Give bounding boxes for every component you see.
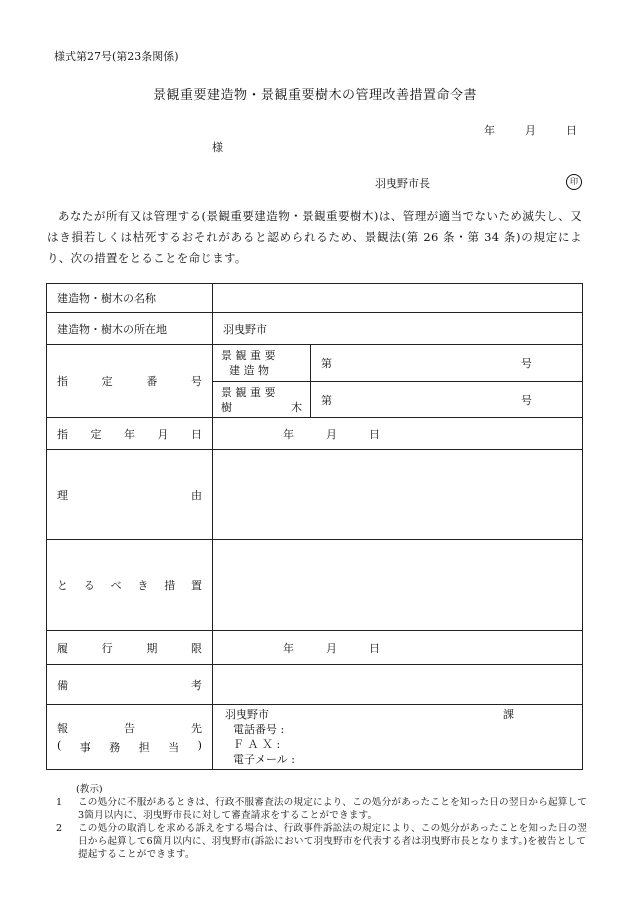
issuer-name: 羽曳野市長 [375,177,430,190]
measures-value [213,540,583,631]
location-label: 建造物・樹木の所在地 [47,313,213,345]
measures-label: と る べ き 措 置 [47,540,213,631]
order-details-table [46,283,583,770]
name-value [213,284,583,313]
table-row [47,313,583,345]
table-row [47,665,583,705]
report-to-label: 報 告 先 ( 事 務 担 当 ) [47,705,213,770]
issue-date [484,122,577,138]
list-item: 1 この処分に不服があるときは、行政不服審査法の規定により、この処分があったことを知った日の翌日から起算して3箇月以内に、羽曳野市長に対して審査請求をすることができます。 [56,797,588,821]
table-row [47,705,583,770]
designated-date-label: 指 定 年 月 日 [47,418,213,450]
form-number: 様式第27号(第23条関係) [54,50,179,63]
day-label: 日 [566,124,577,137]
remarks-label: 備 考 [47,665,213,705]
building-number: 第 号 [311,345,583,382]
tree-number: 第 号 [311,382,583,418]
deadline-value: 年 月 日 [213,631,583,665]
name-label: 建造物・樹木の名称 [47,284,213,313]
designated-date-value: 年 月 日 [213,418,583,450]
table-row [47,540,583,631]
contact-section: 課 [503,708,514,721]
report-to-contact [213,705,583,770]
table-row [47,284,583,313]
document-title: 景観重要建造物・景観重要樹木の管理改善措置命令書 [152,88,477,103]
seal-icon: 印 [566,174,582,190]
contact-email: 電子メール : [233,753,295,766]
reason-value [213,450,583,540]
month-label: 月 [525,124,536,137]
tree-sublabel: 景 観 重 要 樹 木 [213,382,311,418]
contact-fax: Ｆ Ａ Ｘ : [233,738,281,751]
table-row [47,450,583,540]
reason-label: 理 由 [47,450,213,540]
year-label: 年 [484,124,495,137]
deadline-label: 履 行 期 限 [47,631,213,665]
designation-number-label: 指 定 番 号 [47,345,213,418]
instruction-notes [48,783,588,861]
order-body-text: あなたが所有又は管理する(景観重要建造物・景観重要樹木)は、管理が適当でないため滅失し、又はき損若しくは枯死するおそれがあると認められるため、景観法(第 26 条・第 34 条)の規定により、次の措置をとることを命じます。 [47,209,582,265]
table-row [47,345,583,382]
contact-phone: 電話番号 : [233,723,285,736]
remarks-value [213,665,583,705]
location-value: 羽曳野市 [213,313,583,345]
list-item: 2 この処分の取消しを求める訴えをする場合は、行政事件訴訟法の規定により、この処分があったことを知った日の翌日から起算して6箇月以内に、羽曳野市(訴訟において羽曳野市を代表する者は羽曳野市長となります。)を被告として提起することができます。 [56,823,588,860]
addressee-suffix: 様 [212,141,223,154]
notes-heading: (教示) [76,784,103,795]
table-row [47,631,583,665]
table-row [47,418,583,450]
contact-city: 羽曳野市 [225,708,269,721]
building-sublabel: 景 観 重 要 建 造 物 [213,345,311,382]
